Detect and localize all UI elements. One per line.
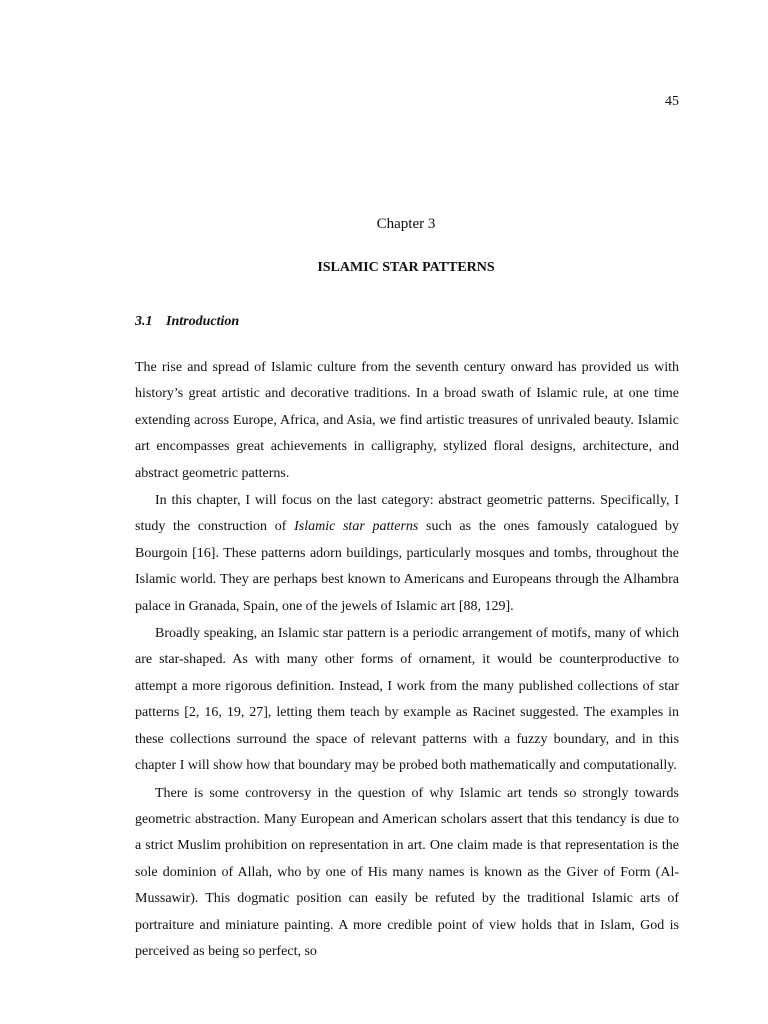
- emphasized-term: Islamic star patterns: [294, 519, 419, 535]
- paragraph-2-text-before: In this chapter, I will focus on the last category: abstract geometric patterns. Specifically, I study the construction of: [135, 493, 679, 535]
- paragraph-2-text-after: such as the ones famously catalogued by Bourgoin [16]. These patterns adorn buildings, particularly mosques and tombs, throughout the Islamic world. They are perhaps best known to Americans and Europeans through the Alhambra palace in Granada, Spain, one of the jewels of Islamic art [88, 129].: [135, 519, 680, 614]
- paragraph-1: The rise and spread of Islamic culture from the seventh century onward has provided us with history’s great artistic and decorative traditions. In a broad swath of Islamic rule, at one time extending across Europe, Africa, and Asia, we find artistic treasures of unrivaled beauty. Islamic art encompasses great achievements in calligraphy, stylized floral designs, architecture, and abstract geometric patterns.: [135, 360, 679, 481]
- paragraph-2: [135, 488, 679, 620]
- body-text: [135, 355, 679, 966]
- section-number: 3.1: [135, 314, 153, 329]
- section-heading: [135, 312, 239, 332]
- paragraph-3: Broadly speaking, an Islamic star pattern is a periodic arrangement of motifs, many of which are star-shaped. As with many other forms of ornament, it would be counterproductive to attempt a more rigorous definition. Instead, I work from the many published collections of star patterns [2, 16, 19, 27], letting them teach by example as Racinet suggested. The examples in these collections surround the space of relevant patterns with a fuzzy boundary, and in this chapter I will show how that boundary may be probed both mathematically and computationally.: [135, 626, 679, 774]
- chapter-label: Chapter 3: [376, 216, 436, 232]
- chapter-title: ISLAMIC STAR PATTERNS: [317, 260, 495, 275]
- paragraph-4: There is some controversy in the question of why Islamic art tends so strongly towards geometric abstraction. Many European and American scholars assert that this tendancy is due to a strict Muslim prohibition on representation in art. One claim made is that representation is the sole dominion of Allah, who by one of His many names is known as the Giver of Form (Al-Mussawir). This dogmatic position can easily be refuted by the traditional Islamic arts of portraiture and miniature painting. A more credible point of view holds that in Islam, God is perceived as being so perfect, so: [135, 785, 679, 959]
- page-number: 45: [665, 94, 679, 109]
- section-title: Introduction: [166, 314, 240, 329]
